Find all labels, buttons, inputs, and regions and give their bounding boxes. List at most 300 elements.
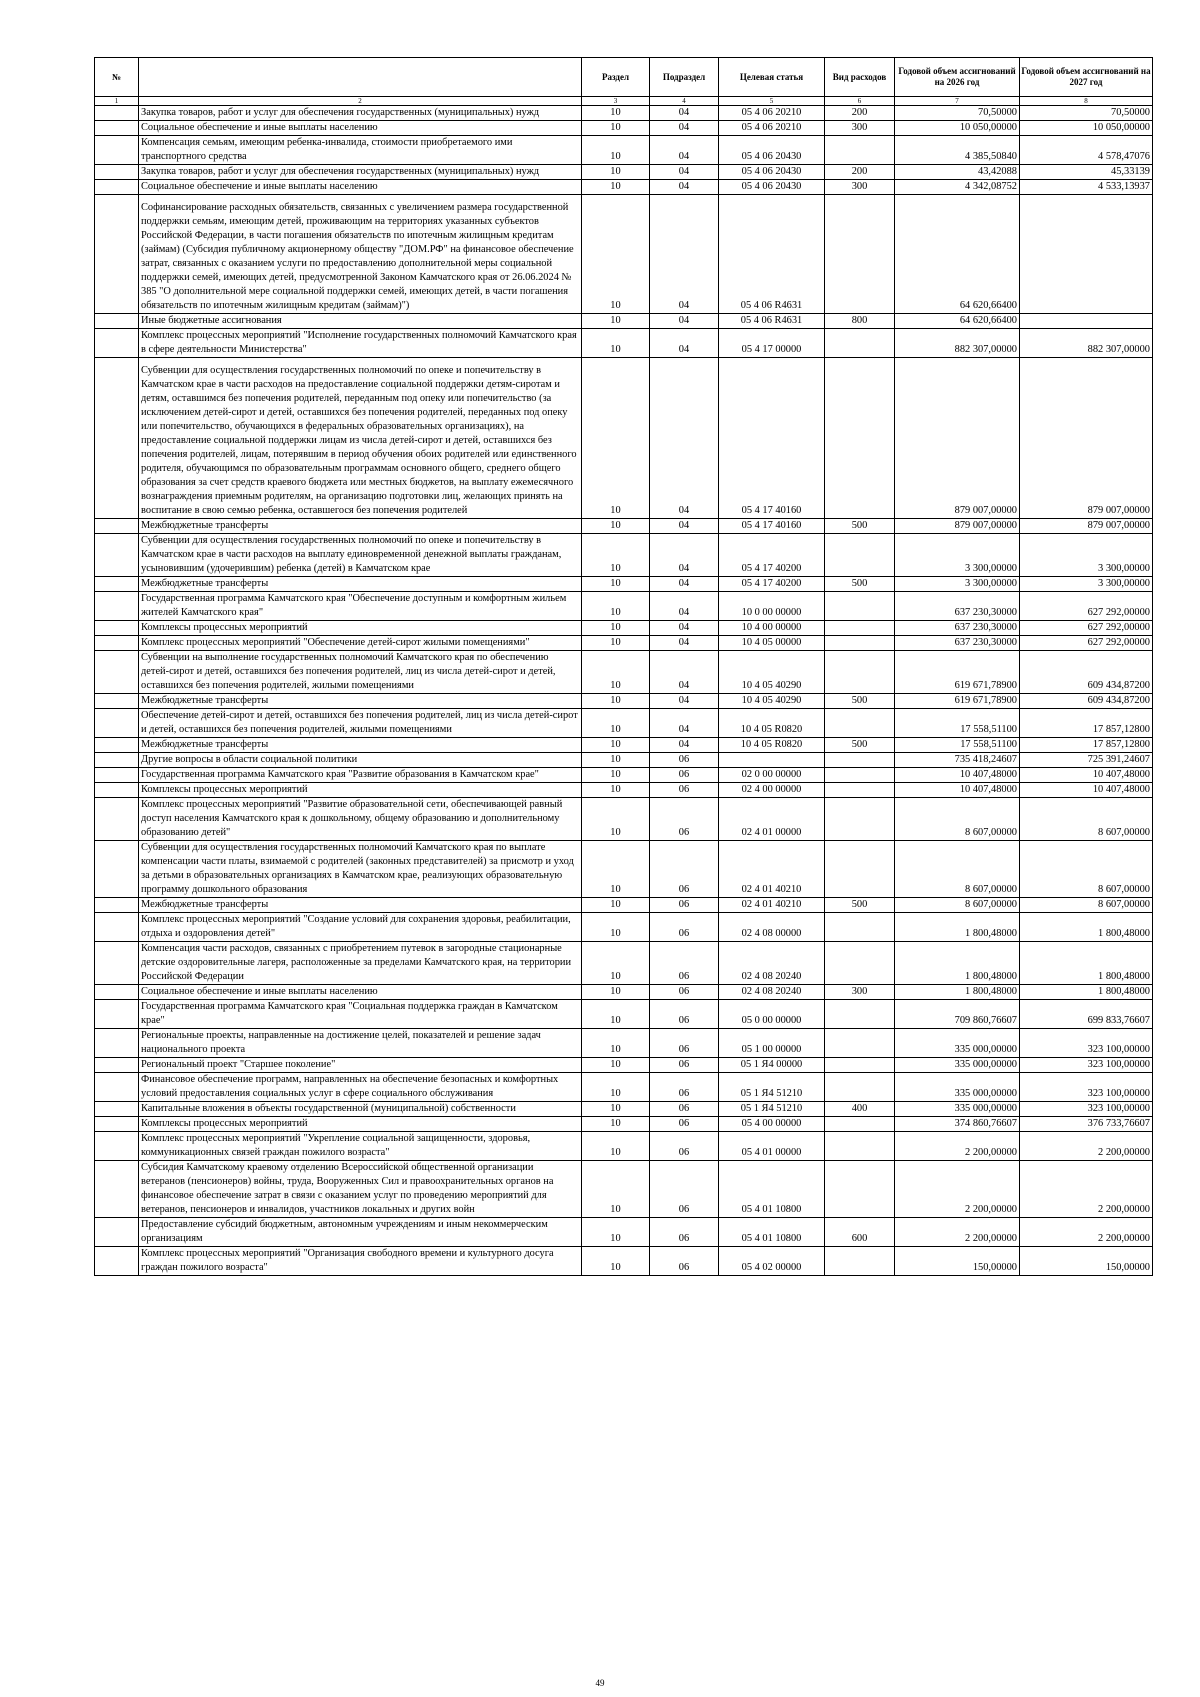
row-name-cell: Субвенции для осуществления государственных полномочий по опеке и попечительству в Камчатском крае в части расходов на выплату единовременной денежной выплаты гражданам, усыновившим (удочерившим) ребенка (детей) в Камчатском крае — [139, 534, 582, 577]
row-amount-2026-cell: 8 607,00000 — [895, 841, 1020, 898]
row-number-cell — [95, 121, 139, 136]
row-amount-2026-cell: 43,42088 — [895, 165, 1020, 180]
row-number-cell — [95, 136, 139, 165]
row-amount-2027-cell: 879 007,00000 — [1020, 519, 1153, 534]
header-podrazdel: Подраздел — [650, 58, 719, 97]
row-target-article-cell: 05 4 02 00000 — [719, 1247, 825, 1276]
row-target-article-cell: 10 4 05 40290 — [719, 651, 825, 694]
row-amount-2027-cell: 45,33139 — [1020, 165, 1153, 180]
row-number-cell — [95, 694, 139, 709]
row-podrazdel-cell: 06 — [650, 768, 719, 783]
row-expense-type-cell — [825, 358, 895, 519]
row-number-cell — [95, 753, 139, 768]
row-expense-type-cell: 500 — [825, 577, 895, 592]
row-amount-2026-cell: 150,00000 — [895, 1247, 1020, 1276]
row-expense-type-cell: 200 — [825, 165, 895, 180]
row-amount-2027-cell: 150,00000 — [1020, 1247, 1153, 1276]
row-target-article-cell: 05 4 01 00000 — [719, 1132, 825, 1161]
row-target-article-cell: 05 1 Я4 51210 — [719, 1102, 825, 1117]
row-number-cell — [95, 738, 139, 753]
row-number-cell — [95, 1029, 139, 1058]
table-row — [95, 329, 1153, 358]
table-row — [95, 1029, 1153, 1058]
row-number-cell — [95, 180, 139, 195]
row-name-cell: Комплекс процессных мероприятий "Создание условий для сохранения здоровья, реабилитации, отдыха и оздоровления детей" — [139, 913, 582, 942]
row-podrazdel-cell: 04 — [650, 651, 719, 694]
row-name-cell: Субвенции для осуществления государственных полномочий по опеке и попечительству в Камчатском крае в части расходов на предоставление социальной поддержки детям-сиротам и детям, оставшимся без попечения родителей, переданным под опеку или попечительство (за исключением детей-сирот и детей, оставшихся без попечения родителей, переданных под опеку или попечительство, обучающихся в федеральных образовательных организациях), на предоставление социальной поддержки лицам из числа детей-сирот и детей, оставшихся без попечения родителей, лицам, потерявшим в период обучения обоих родителей или единственного родителя, обучающимся по образовательным программам основного общего, среднего общего образования за счет средств краевого бюджета или местных бюджетов, на выплату ежемесячного вознаграждения приемным родителям, на организацию подготовки лиц, желающих принять на воспитание в свою семью ребенка, оставшегося без попечения родителей — [139, 358, 582, 519]
row-podrazdel-cell: 04 — [650, 709, 719, 738]
row-target-article-cell: 02 4 01 00000 — [719, 798, 825, 841]
table-row — [95, 942, 1153, 985]
row-name-cell: Межбюджетные трансферты — [139, 577, 582, 592]
row-podrazdel-cell: 06 — [650, 1218, 719, 1247]
row-number-cell — [95, 1247, 139, 1276]
row-name-cell: Межбюджетные трансферты — [139, 898, 582, 913]
row-amount-2026-cell: 619 671,78900 — [895, 694, 1020, 709]
table-row — [95, 1000, 1153, 1029]
row-target-article-cell: 05 4 06 20430 — [719, 136, 825, 165]
row-podrazdel-cell: 06 — [650, 1073, 719, 1102]
row-amount-2026-cell: 8 607,00000 — [895, 798, 1020, 841]
table-row — [95, 798, 1153, 841]
row-target-article-cell: 05 4 17 00000 — [719, 329, 825, 358]
row-amount-2027-cell: 323 100,00000 — [1020, 1073, 1153, 1102]
row-razdel-cell: 10 — [582, 1073, 650, 1102]
row-name-cell: Субвенции на выполнение государственных полномочий Камчатского края по обеспечению детей-сирот и детей, оставшихся без попечения родителей, лиц из числа детей-сирот и детей, оставшихся без попечения родителей, жилыми помещениями — [139, 651, 582, 694]
row-name-cell: Иные бюджетные ассигнования — [139, 314, 582, 329]
table-row — [95, 1247, 1153, 1276]
row-razdel-cell: 10 — [582, 738, 650, 753]
row-name-cell: Субсидия Камчатскому краевому отделению Всероссийской общественной организации ветеранов (пенсионеров) войны, труда, Вооруженных Сил и правоохранительных органов на финансовое обеспечение затрат в связи с оказанием услуг по проведению мероприятий для ветеранов, пенсионеров и инвалидов, участников локальных и других войн — [139, 1161, 582, 1218]
row-number-cell — [95, 1073, 139, 1102]
column-number: 4 — [650, 97, 719, 106]
header-name — [139, 58, 582, 97]
row-amount-2027-cell — [1020, 195, 1153, 314]
table-row — [95, 534, 1153, 577]
row-amount-2026-cell: 3 300,00000 — [895, 577, 1020, 592]
row-target-article-cell: 05 4 06 20430 — [719, 165, 825, 180]
row-razdel-cell: 10 — [582, 1029, 650, 1058]
row-amount-2026-cell: 1 800,48000 — [895, 942, 1020, 985]
row-podrazdel-cell: 04 — [650, 329, 719, 358]
header-razdel: Раздел — [582, 58, 650, 97]
row-amount-2026-cell: 879 007,00000 — [895, 519, 1020, 534]
row-amount-2027-cell: 4 533,13937 — [1020, 180, 1153, 195]
row-number-cell — [95, 1058, 139, 1073]
row-name-cell: Комплекс процессных мероприятий "Обеспечение детей-сирот жилыми помещениями" — [139, 636, 582, 651]
column-number: 7 — [895, 97, 1020, 106]
column-number: 5 — [719, 97, 825, 106]
row-razdel-cell: 10 — [582, 621, 650, 636]
table-row — [95, 841, 1153, 898]
row-amount-2027-cell: 1 800,48000 — [1020, 913, 1153, 942]
row-razdel-cell: 10 — [582, 314, 650, 329]
row-name-cell: Социальное обеспечение и иные выплаты населению — [139, 985, 582, 1000]
row-target-article-cell: 02 4 08 20240 — [719, 985, 825, 1000]
row-razdel-cell: 10 — [582, 1000, 650, 1029]
row-podrazdel-cell: 06 — [650, 1161, 719, 1218]
header-row — [95, 58, 1153, 97]
column-number: 2 — [139, 97, 582, 106]
row-podrazdel-cell: 06 — [650, 1029, 719, 1058]
table-row — [95, 165, 1153, 180]
row-amount-2026-cell: 335 000,00000 — [895, 1058, 1020, 1073]
row-amount-2027-cell: 323 100,00000 — [1020, 1102, 1153, 1117]
row-name-cell: Региональные проекты, направленные на достижение целей, показателей и решение задач национального проекта — [139, 1029, 582, 1058]
row-razdel-cell: 10 — [582, 913, 650, 942]
row-razdel-cell: 10 — [582, 106, 650, 121]
row-amount-2027-cell: 627 292,00000 — [1020, 592, 1153, 621]
row-name-cell: Государственная программа Камчатского края "Обеспечение доступным и комфортным жильем жителей Камчатского края" — [139, 592, 582, 621]
table-row — [95, 985, 1153, 1000]
row-amount-2027-cell: 609 434,87200 — [1020, 651, 1153, 694]
row-amount-2027-cell: 882 307,00000 — [1020, 329, 1153, 358]
row-name-cell: Комплекс процессных мероприятий "Развитие образовательной сети, обеспечивающей равный доступ населения Камчатского края к дошкольному, общему образованию и дополнительному образованию детей" — [139, 798, 582, 841]
row-expense-type-cell: 300 — [825, 985, 895, 1000]
row-expense-type-cell — [825, 1000, 895, 1029]
row-name-cell: Финансовое обеспечение программ, направленных на обеспечение безопасных и комфортных условий предоставления социальных услуг в сфере социального обслуживания — [139, 1073, 582, 1102]
row-target-article-cell: 02 0 00 00000 — [719, 768, 825, 783]
row-amount-2026-cell: 637 230,30000 — [895, 636, 1020, 651]
row-amount-2027-cell: 2 200,00000 — [1020, 1218, 1153, 1247]
row-target-article-cell: 05 4 06 20210 — [719, 106, 825, 121]
row-expense-type-cell: 500 — [825, 694, 895, 709]
row-target-article-cell: 02 4 08 00000 — [719, 913, 825, 942]
row-expense-type-cell: 200 — [825, 106, 895, 121]
row-razdel-cell: 10 — [582, 709, 650, 738]
row-expense-type-cell — [825, 1132, 895, 1161]
row-podrazdel-cell: 04 — [650, 358, 719, 519]
row-razdel-cell: 10 — [582, 1132, 650, 1161]
row-razdel-cell: 10 — [582, 534, 650, 577]
row-number-cell — [95, 985, 139, 1000]
table-row — [95, 621, 1153, 636]
table-row — [95, 519, 1153, 534]
row-podrazdel-cell: 06 — [650, 798, 719, 841]
row-target-article-cell: 05 1 Я4 51210 — [719, 1073, 825, 1102]
row-podrazdel-cell: 04 — [650, 136, 719, 165]
row-amount-2027-cell: 10 407,48000 — [1020, 783, 1153, 798]
row-number-cell — [95, 1218, 139, 1247]
header-num: № — [95, 58, 139, 97]
row-amount-2026-cell: 879 007,00000 — [895, 358, 1020, 519]
row-podrazdel-cell: 06 — [650, 1247, 719, 1276]
row-expense-type-cell — [825, 592, 895, 621]
row-amount-2027-cell: 4 578,47076 — [1020, 136, 1153, 165]
row-amount-2026-cell: 10 407,48000 — [895, 768, 1020, 783]
table-row — [95, 783, 1153, 798]
row-amount-2027-cell: 8 607,00000 — [1020, 798, 1153, 841]
row-expense-type-cell: 500 — [825, 898, 895, 913]
row-razdel-cell: 10 — [582, 753, 650, 768]
row-amount-2026-cell: 637 230,30000 — [895, 592, 1020, 621]
row-amount-2027-cell — [1020, 314, 1153, 329]
row-number-cell — [95, 1132, 139, 1161]
row-razdel-cell: 10 — [582, 942, 650, 985]
row-number-cell — [95, 1161, 139, 1218]
table-row — [95, 913, 1153, 942]
row-target-article-cell: 05 4 06 R4631 — [719, 314, 825, 329]
row-expense-type-cell — [825, 1073, 895, 1102]
column-number: 1 — [95, 97, 139, 106]
column-number: 8 — [1020, 97, 1153, 106]
row-number-cell — [95, 651, 139, 694]
row-amount-2027-cell: 17 857,12800 — [1020, 738, 1153, 753]
row-amount-2026-cell: 709 860,76607 — [895, 1000, 1020, 1029]
row-amount-2027-cell: 609 434,87200 — [1020, 694, 1153, 709]
row-amount-2027-cell: 17 857,12800 — [1020, 709, 1153, 738]
row-amount-2027-cell: 627 292,00000 — [1020, 636, 1153, 651]
row-name-cell: Комплекс процессных мероприятий "Организация свободного времени и культурного досуга граждан пожилого возраста" — [139, 1247, 582, 1276]
row-name-cell: Государственная программа Камчатского края "Социальная поддержка граждан в Камчатском крае" — [139, 1000, 582, 1029]
row-amount-2026-cell: 637 230,30000 — [895, 621, 1020, 636]
row-number-cell — [95, 1117, 139, 1132]
row-target-article-cell: 02 4 08 20240 — [719, 942, 825, 985]
row-amount-2027-cell: 3 300,00000 — [1020, 534, 1153, 577]
row-razdel-cell: 10 — [582, 136, 650, 165]
table-row — [95, 358, 1153, 519]
row-podrazdel-cell: 06 — [650, 1102, 719, 1117]
table-row — [95, 121, 1153, 136]
table-row — [95, 636, 1153, 651]
row-number-cell — [95, 798, 139, 841]
row-number-cell — [95, 577, 139, 592]
row-razdel-cell: 10 — [582, 985, 650, 1000]
row-target-article-cell: 05 4 00 00000 — [719, 1117, 825, 1132]
row-number-cell — [95, 195, 139, 314]
row-expense-type-cell: 400 — [825, 1102, 895, 1117]
row-expense-type-cell: 300 — [825, 121, 895, 136]
row-target-article-cell: 02 4 01 40210 — [719, 841, 825, 898]
row-amount-2026-cell: 3 300,00000 — [895, 534, 1020, 577]
row-name-cell: Комплекс процессных мероприятий "Исполнение государственных полномочий Камчатского края в сфере деятельности Министерства" — [139, 329, 582, 358]
table-row — [95, 768, 1153, 783]
header-expense-type: Вид расходов — [825, 58, 895, 97]
row-podrazdel-cell: 04 — [650, 636, 719, 651]
row-number-cell — [95, 106, 139, 121]
row-name-cell: Другие вопросы в области социальной политики — [139, 753, 582, 768]
row-expense-type-cell: 500 — [825, 738, 895, 753]
row-target-article-cell: 10 4 05 R0820 — [719, 738, 825, 753]
row-razdel-cell: 10 — [582, 1247, 650, 1276]
row-expense-type-cell — [825, 636, 895, 651]
row-podrazdel-cell: 04 — [650, 180, 719, 195]
row-name-cell: Межбюджетные трансферты — [139, 519, 582, 534]
table-row — [95, 1058, 1153, 1073]
row-name-cell: Обеспечение детей-сирот и детей, оставшихся без попечения родителей, лиц из числа детей-сирот и детей, оставшихся без попечения родителей, жилыми помещениями — [139, 709, 582, 738]
row-amount-2027-cell: 70,50000 — [1020, 106, 1153, 121]
row-number-cell — [95, 1000, 139, 1029]
row-podrazdel-cell: 06 — [650, 1117, 719, 1132]
row-name-cell: Комплексы процессных мероприятий — [139, 621, 582, 636]
row-razdel-cell: 10 — [582, 195, 650, 314]
row-expense-type-cell — [825, 798, 895, 841]
row-podrazdel-cell: 06 — [650, 841, 719, 898]
row-amount-2026-cell: 335 000,00000 — [895, 1029, 1020, 1058]
row-expense-type-cell — [825, 136, 895, 165]
row-podrazdel-cell: 06 — [650, 1132, 719, 1161]
row-expense-type-cell — [825, 709, 895, 738]
row-razdel-cell: 10 — [582, 636, 650, 651]
row-amount-2027-cell: 699 833,76607 — [1020, 1000, 1153, 1029]
budget-table-sheet — [94, 57, 1152, 1276]
row-amount-2026-cell: 1 800,48000 — [895, 913, 1020, 942]
column-number: 6 — [825, 97, 895, 106]
row-expense-type-cell: 600 — [825, 1218, 895, 1247]
row-amount-2027-cell: 627 292,00000 — [1020, 621, 1153, 636]
header-target-article: Целевая статья — [719, 58, 825, 97]
row-name-cell: Компенсация семьям, имеющим ребенка-инвалида, стоимости приобретаемого ими транспортного средства — [139, 136, 582, 165]
row-name-cell: Межбюджетные трансферты — [139, 694, 582, 709]
table-row — [95, 592, 1153, 621]
row-expense-type-cell — [825, 1161, 895, 1218]
row-expense-type-cell — [825, 651, 895, 694]
row-name-cell: Социальное обеспечение и иные выплаты населению — [139, 121, 582, 136]
row-razdel-cell: 10 — [582, 768, 650, 783]
row-target-article-cell: 02 4 01 40210 — [719, 898, 825, 913]
row-razdel-cell: 10 — [582, 898, 650, 913]
table-row — [95, 136, 1153, 165]
row-amount-2027-cell: 323 100,00000 — [1020, 1029, 1153, 1058]
row-name-cell: Комплексы процессных мероприятий — [139, 783, 582, 798]
row-amount-2027-cell: 2 200,00000 — [1020, 1132, 1153, 1161]
row-amount-2027-cell: 10 050,00000 — [1020, 121, 1153, 136]
row-expense-type-cell — [825, 841, 895, 898]
row-target-article-cell: 05 1 Я4 00000 — [719, 1058, 825, 1073]
row-podrazdel-cell: 04 — [650, 621, 719, 636]
row-name-cell: Закупка товаров, работ и услуг для обеспечения государственных (муниципальных) нужд — [139, 106, 582, 121]
table-row — [95, 314, 1153, 329]
row-target-article-cell: 02 4 00 00000 — [719, 783, 825, 798]
row-number-cell — [95, 314, 139, 329]
table-row — [95, 106, 1153, 121]
row-target-article-cell: 10 0 00 00000 — [719, 592, 825, 621]
row-name-cell: Региональный проект "Старшее поколение" — [139, 1058, 582, 1073]
row-podrazdel-cell: 04 — [650, 121, 719, 136]
row-amount-2026-cell: 335 000,00000 — [895, 1073, 1020, 1102]
row-amount-2027-cell: 1 800,48000 — [1020, 942, 1153, 985]
page-number: 49 — [595, 1678, 605, 1688]
row-podrazdel-cell: 04 — [650, 165, 719, 180]
row-amount-2026-cell: 8 607,00000 — [895, 898, 1020, 913]
row-expense-type-cell — [825, 913, 895, 942]
row-razdel-cell: 10 — [582, 358, 650, 519]
row-podrazdel-cell: 04 — [650, 534, 719, 577]
row-number-cell — [95, 783, 139, 798]
row-target-article-cell: 05 4 06 R4631 — [719, 195, 825, 314]
row-podrazdel-cell: 04 — [650, 694, 719, 709]
row-number-cell — [95, 768, 139, 783]
row-amount-2027-cell: 725 391,24607 — [1020, 753, 1153, 768]
row-number-cell — [95, 1102, 139, 1117]
row-amount-2027-cell: 2 200,00000 — [1020, 1161, 1153, 1218]
table-row — [95, 1102, 1153, 1117]
row-podrazdel-cell: 04 — [650, 577, 719, 592]
row-expense-type-cell — [825, 1117, 895, 1132]
table-row — [95, 898, 1153, 913]
row-target-article-cell: 05 4 17 40160 — [719, 358, 825, 519]
row-name-cell: Социальное обеспечение и иные выплаты населению — [139, 180, 582, 195]
row-target-article-cell: 05 4 06 20430 — [719, 180, 825, 195]
row-target-article-cell — [719, 753, 825, 768]
row-name-cell: Комплекс процессных мероприятий "Укрепление социальной защищенности, здоровья, коммуникационных связей граждан пожилого возраста" — [139, 1132, 582, 1161]
row-amount-2026-cell: 735 418,24607 — [895, 753, 1020, 768]
row-amount-2026-cell: 64 620,66400 — [895, 195, 1020, 314]
row-name-cell: Предоставление субсидий бюджетным, автономным учреждениям и иным некоммерческим организациям — [139, 1218, 582, 1247]
row-number-cell — [95, 519, 139, 534]
row-number-cell — [95, 534, 139, 577]
row-amount-2027-cell: 10 407,48000 — [1020, 768, 1153, 783]
row-name-cell: Компенсация части расходов, связанных с приобретением путевок в загородные стационарные детские оздоровительные лагеря, расположенные за пределами Камчатского края, на территории Российской Федерации — [139, 942, 582, 985]
row-target-article-cell: 05 1 00 00000 — [719, 1029, 825, 1058]
row-name-cell: Софинансирование расходных обязательств, связанных с увеличением размера государственной поддержки семьям, имеющим детей, проживающим на территориях указанных субъектов Российской Федерации, в части погашения обязательств по ипотечным жилищным кредитам (займам) (Субсидия публичному акционерному обществу "ДОМ.РФ" на финансовое обеспечение затрат, связанных с оказанием услуги по предоставлению дополнительной меры социальной поддержки семей, имеющих детей, предусмотренной Законом Камчатского края от 26.06.2024 № 385 "О дополнительной мере социальной поддержки семей, имеющих детей, в части погашения обязательств по ипотечным жилищным кредитам (займам)") — [139, 195, 582, 314]
row-expense-type-cell — [825, 768, 895, 783]
row-number-cell — [95, 942, 139, 985]
row-name-cell: Государственная программа Камчатского края "Развитие образования в Камчатском крае" — [139, 768, 582, 783]
row-expense-type-cell — [825, 195, 895, 314]
row-target-article-cell: 05 4 06 20210 — [719, 121, 825, 136]
row-expense-type-cell: 500 — [825, 519, 895, 534]
row-podrazdel-cell: 06 — [650, 1058, 719, 1073]
row-razdel-cell: 10 — [582, 121, 650, 136]
row-amount-2027-cell: 1 800,48000 — [1020, 985, 1153, 1000]
header-amount-2027: Годовой объем ассигнований на 2027 год — [1020, 58, 1153, 97]
row-number-cell — [95, 592, 139, 621]
row-podrazdel-cell: 06 — [650, 753, 719, 768]
row-amount-2026-cell: 619 671,78900 — [895, 651, 1020, 694]
row-target-article-cell: 05 4 01 10800 — [719, 1218, 825, 1247]
table-row — [95, 651, 1153, 694]
table-row — [95, 1161, 1153, 1218]
row-amount-2026-cell: 335 000,00000 — [895, 1102, 1020, 1117]
row-razdel-cell: 10 — [582, 1218, 650, 1247]
budget-table — [94, 57, 1153, 1276]
row-podrazdel-cell: 06 — [650, 1000, 719, 1029]
table-row — [95, 1117, 1153, 1132]
row-target-article-cell: 05 4 17 40200 — [719, 534, 825, 577]
table-row — [95, 195, 1153, 314]
row-target-article-cell: 10 4 05 40290 — [719, 694, 825, 709]
row-target-article-cell: 05 4 17 40160 — [719, 519, 825, 534]
table-row — [95, 577, 1153, 592]
row-amount-2026-cell: 374 860,76607 — [895, 1117, 1020, 1132]
row-amount-2027-cell: 8 607,00000 — [1020, 841, 1153, 898]
row-number-cell — [95, 841, 139, 898]
row-podrazdel-cell: 06 — [650, 942, 719, 985]
row-podrazdel-cell: 04 — [650, 314, 719, 329]
row-expense-type-cell — [825, 1058, 895, 1073]
row-podrazdel-cell: 06 — [650, 913, 719, 942]
row-amount-2026-cell: 64 620,66400 — [895, 314, 1020, 329]
row-razdel-cell: 10 — [582, 783, 650, 798]
row-expense-type-cell — [825, 783, 895, 798]
row-name-cell: Комплексы процессных мероприятий — [139, 1117, 582, 1132]
row-amount-2027-cell: 879 007,00000 — [1020, 358, 1153, 519]
table-header — [95, 58, 1153, 106]
row-razdel-cell: 10 — [582, 694, 650, 709]
row-podrazdel-cell: 04 — [650, 519, 719, 534]
row-amount-2026-cell: 70,50000 — [895, 106, 1020, 121]
row-amount-2026-cell: 17 558,51100 — [895, 738, 1020, 753]
column-number: 3 — [582, 97, 650, 106]
row-amount-2026-cell: 17 558,51100 — [895, 709, 1020, 738]
row-podrazdel-cell: 06 — [650, 985, 719, 1000]
row-expense-type-cell — [825, 621, 895, 636]
table-row — [95, 1132, 1153, 1161]
row-razdel-cell: 10 — [582, 329, 650, 358]
row-amount-2026-cell: 2 200,00000 — [895, 1218, 1020, 1247]
row-number-cell — [95, 913, 139, 942]
